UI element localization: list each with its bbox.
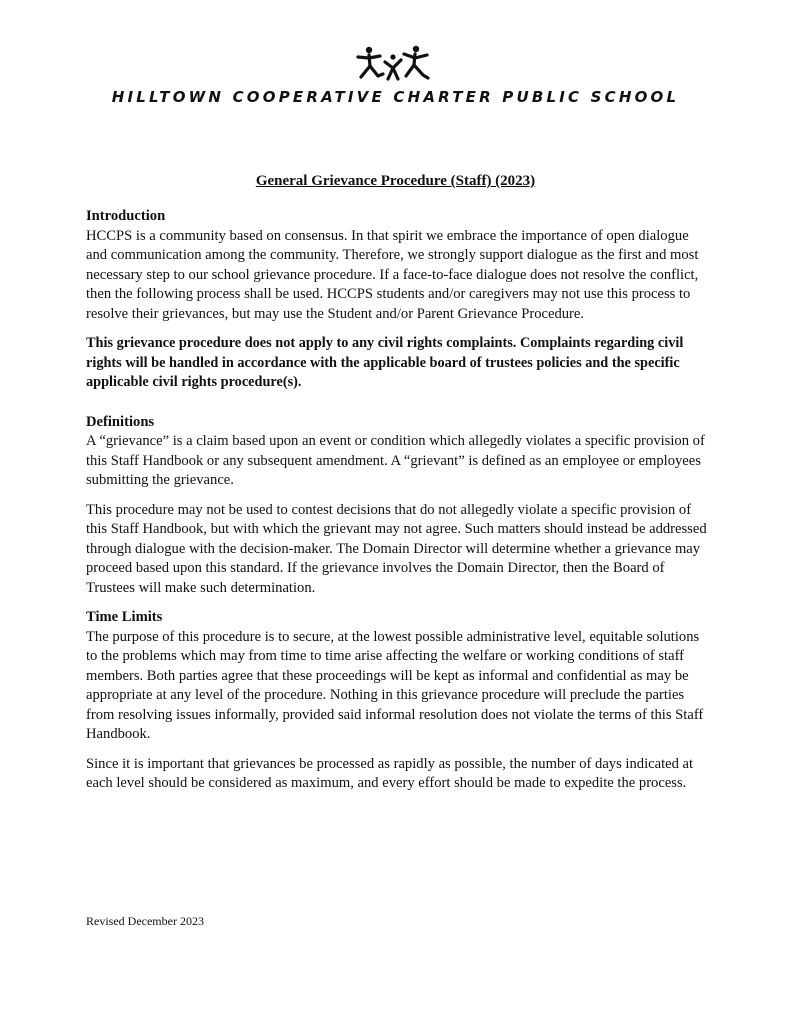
civil-rights-notice: This grievance procedure does not apply to any civil rights complaints. Complaints regarding civil rights will be handled in accordance with the applicable board of trustees policies and the specific applicable civil rights procedure(s).: [86, 335, 684, 390]
paragraph-introduction: HCCPS is a community based on consensus. In that spirit we embrace the importance of open dialogue and communication among the community. Therefore, we strongly support dialogue as the first and most necessary step to our school grievance procedure. If a face-to-face dialogue does not resolve the conflict, then the following process shall be used. HCCPS students and/or caregivers may not use this process to resolve their grievances, but may use the Student and/or Parent Grievance Procedure.: [86, 227, 699, 322]
section-heading-introduction: Introduction: [86, 208, 166, 224]
hccps-figures-logo: [352, 44, 434, 84]
document-body: [86, 207, 708, 794]
revision-footer: Revised December 2023: [86, 914, 204, 928]
section-heading-time-limits: Time Limits: [86, 609, 163, 625]
section-heading-definitions: Definitions: [86, 413, 155, 430]
school-name: HILLTOWN COOPERATIVE CHARTER PUBLIC SCHOOL: [111, 88, 680, 106]
paragraph-definitions-1: A “grievance” is a claim based upon an event or condition which allegedly violates a specific provision of this Staff Handbook or any subsequent amendment. A “grievant” is defined as an employee or employees submitting the grievance.: [86, 433, 705, 488]
paragraph-time-limits-2: Since it is important that grievances be processed as rapidly as possible, the number of days indicated at each level should be considered as maximum, and every effort should be made to expedite the process.: [86, 755, 694, 791]
paragraph-definitions-2: This procedure may not be used to contest decisions that do not allegedly violate a specific provision of this Staff Handbook, but with which the grievant may not agree. Such matters should instead be addressed through dialogue with the decision-maker. The Domain Director will determine whether a grievance may proceed based upon this standard. If the grievance involves the Domain Director, then the Board of Trustees will make such determination.: [86, 501, 707, 596]
paragraph-time-limits-1: The purpose of this procedure is to secure, at the lowest possible administrative level, equitable solutions to the problems which may from time to time arise affecting the welfare or working conditions of staff members. Both parties agree that these proceedings will be kept as informal and confidential as may be appropriate at any level of the procedure. Nothing in this grievance procedure will preclude the parties from resolving issues informally, provided said informal resolution does not violate the terms of this Staff Handbook.: [86, 628, 704, 742]
page-title: General Grievance Procedure (Staff) (2023): [255, 173, 536, 189]
